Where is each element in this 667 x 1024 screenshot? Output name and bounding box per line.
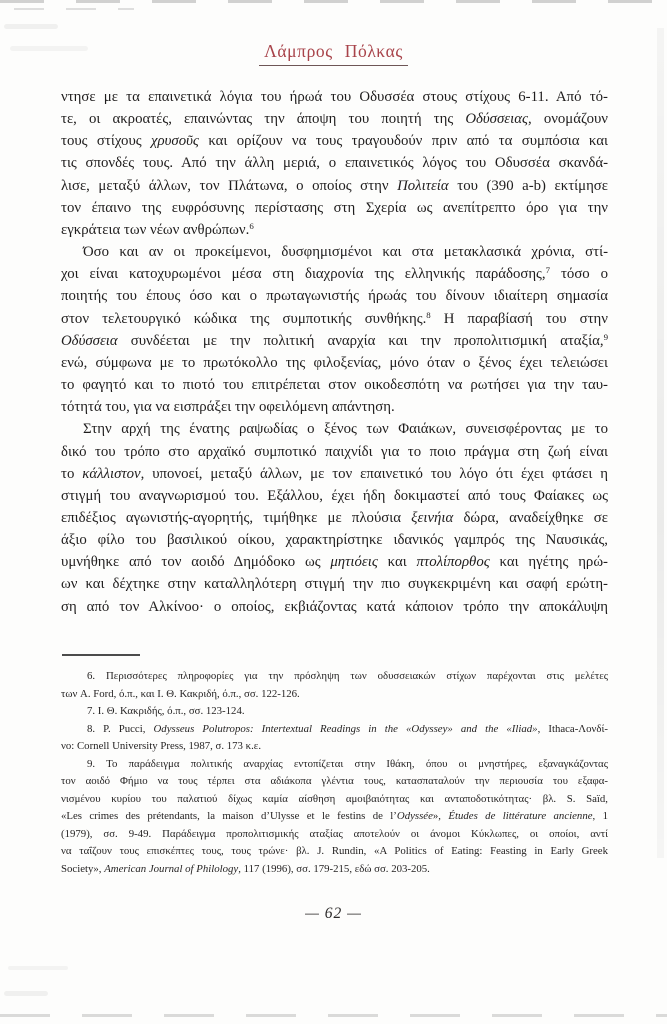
body-text-line: τις σπονδές τους. Από την άλλη μεριά, ο επαινετικός λόγος του Οδυσσέα σκανδά- — [61, 155, 608, 172]
body-text-line: τε, οι ακροατές, επαινώντας την άποψη του ποιητή της Οδύσσειας, ονομάζουν — [61, 111, 608, 128]
footnote-marker: 9 — [603, 331, 608, 342]
footnote-line: τον αοιδό Φήμιο να τους τέρπει στα αδιάκοπα γλέντια τους, κατασπαταλούν την περιουσία του εξαφα- — [61, 775, 608, 788]
scan-edge-right-artifact — [657, 28, 664, 858]
scan-smudge — [8, 966, 68, 970]
footnote-line: 8. P. Pucci, Odysseus Polutropos: Intertextual Readings in the «Odyssey» and the «Iliad», Ithaca-Λονδί- — [87, 722, 609, 735]
body-text-line: ντησε με τα επαινετικά λόγια του ήρωά του Οδυσσέα στους στίχους 6-11. Από τό- — [61, 89, 608, 105]
running-header — [0, 41, 667, 66]
body-text-line: τότητά του, για να εισπράξει την οφειλόμενη απάντηση. — [61, 399, 395, 416]
body-text-line: Στην αρχή της ένατης ραψωδίας ο ξένος των Φαιάκων, συνεισφέροντας με το — [83, 421, 608, 438]
body-text-line: Όσο και αν οι προκείμενοι, δυσφημισμένοι και στα μετακλασικά χρόνια, στί- — [83, 244, 608, 261]
body-text — [61, 86, 608, 618]
footnote-line: να ταΐζουν τους επισκέπτες τους, τους τρώνε· βλ. J. Rundin, «A Politics of Eating: Feasting in Early Greek — [61, 845, 608, 858]
author-name: Λάμπρος Πόλκας — [259, 41, 408, 66]
footnote-line: νισμένου κυρίου του παλατιού δίχως καμία αίσθηση αμοιβαιότητας και ανταποδοτικότητας· βλ. S. Saïd, — [61, 792, 608, 805]
body-text-line: εγκράτεια των νέων ανθρώπων.$^6$ — [61, 221, 254, 238]
body-text-line: χοι είναι κατοχυρωμένοι μέσα στη διαχρονία της ελληνικής παράδοσης,$^7$ τόσο ο — [61, 265, 608, 283]
footnote-line: Society», American Journal of Philology, 117 (1996), σσ. 179-215, εδώ σσ. 203-205. — [61, 863, 430, 876]
footnote-line: 9. Το παράδειγμα πολιτικής αναρχίας εντοπίζεται στην Ιθάκη, όπου οι μνηστήρες, εξαναγκάζοντας — [87, 757, 608, 770]
body-text-line: υμνήθηκε από τον αοιδό Δημόδοκο ως μητιόεις και πτολίπορθος και ηγέτης ηρώ- — [61, 554, 608, 571]
footnotes-section — [61, 668, 608, 879]
body-text-line: τον έπαινο της ευφρόσυνης περίστασης στη Σχερία ως ανεπίτρεπτο όρο για την — [61, 199, 608, 216]
body-text-line: δικό του τρόπο στο αρχαϊκό συμποτικό παιχνίδι για το ποιο πράγμα στη ζωή είναι — [61, 443, 608, 460]
footnote-line: (1979), σσ. 9-49. Παράδειγμα προπολιτισμικής αταξίας αποτελούν οι άνομοι Κύκλωπες, οι οποίοι, αντί — [61, 827, 608, 840]
body-text-line: το κάλλιστον, υπονοεί, μεταξύ άλλων, με τον επαινετικό του λόγο ότι έχει φτάσει η — [61, 465, 609, 482]
body-text-line: στιγμή του αναγνωρισμού του. Εξάλλου, έχει ήδη δοκιμαστεί από τους Φαίακες ως — [61, 487, 608, 504]
body-text-line: άξιο φίλο του βασιλικού οίκου, χαρακτηρίστηκε ιδανικός γαμπρός της Ναυσικάς, — [61, 532, 608, 549]
footnote-line: 7. Ι. Θ. Κακριδής, ό.π., σσ. 123-124. — [87, 705, 245, 718]
footnote-line: «Les crimes des prétendants, la maison d’Ulysse et le festins de l’Odyssée», Études de littérature ancienne, 1 — [61, 810, 609, 823]
body-text-line: στον τελετουργικό κώδικα της συμποτικής συνθήκης.$^8$ Η παραβίασή του στην — [61, 309, 608, 327]
body-text-line: ενώ, σύμφωνα με το πρωτόκολλο της φιλοξενίας, μόνο όταν ο ξένος έχει τελειώσει — [61, 354, 608, 371]
body-text-line: ση από τον Αλκίνοο· ο οποίος, εκβιάζοντας κατά κάποιον τρόπο την αποκάλυψη — [61, 598, 608, 615]
body-text-line: τους στίχους χρυσοῦς και ορίζουν να τους τραγουδούν πριν από τα συμπόσια και — [61, 133, 608, 150]
page-number: — 62 — — [305, 905, 362, 922]
scan-edge-top-artifact — [14, 8, 134, 10]
footnote-line: νο: Cornell University Press, 1987, σ. 173 κ.ε. — [61, 740, 262, 753]
scan-smudge — [4, 991, 48, 996]
footnote-marker: 6 — [249, 221, 254, 232]
body-text-line: λισε, μεταξύ άλλων, τον Πλάτωνα, ο οποίος στην Πολιτεία του (390 a-b) εκτίμησε — [61, 177, 608, 194]
footnote-marker: 7 — [545, 265, 551, 276]
body-text-line: επιδέξιος αγωνιστής-αγορητής, τιμήθηκε με πλούσια ξεινήια δώρα, αναδείχθηκε σε — [61, 509, 608, 526]
body-text-line: ων και δέχτηκε στην καταλληλότερη στιγμή την πιο συγκεκριμένη και σαφή ερώτη- — [61, 576, 608, 593]
body-text-line: ποιητής του έπους όσο και ο πρωταγωνιστής ήρωάς του δίνουν ιδιαίτερη σημασία — [61, 288, 608, 305]
footnote-separator — [62, 654, 140, 656]
footnote-line: 6. Περισσότερες πληροφορίες για την πρόσληψη των οδυσσειακών στίχων παρέχονται στις μελέτες — [87, 670, 608, 682]
scan-edge-bottom-artifact — [0, 1014, 667, 1017]
scan-edge-top-artifact — [0, 0, 667, 3]
scan-smudge — [4, 24, 58, 29]
body-text-line: το φαγητό και το πιοτό του επιτρέπεται στον οικοδεσπότη να ρωτήσει για την ταυ- — [61, 377, 608, 394]
footnote-line: των A. Ford, ό.π., και Ι. Θ. Κακριδή, ό.π., σσ. 122-126. — [61, 687, 300, 700]
footnote-marker: 8 — [426, 309, 431, 320]
body-text-line: Οδύσσεια συνδέεται με την πολιτική αναρχία και την προπολιτισμική αταξία,$^9$ — [61, 331, 608, 349]
